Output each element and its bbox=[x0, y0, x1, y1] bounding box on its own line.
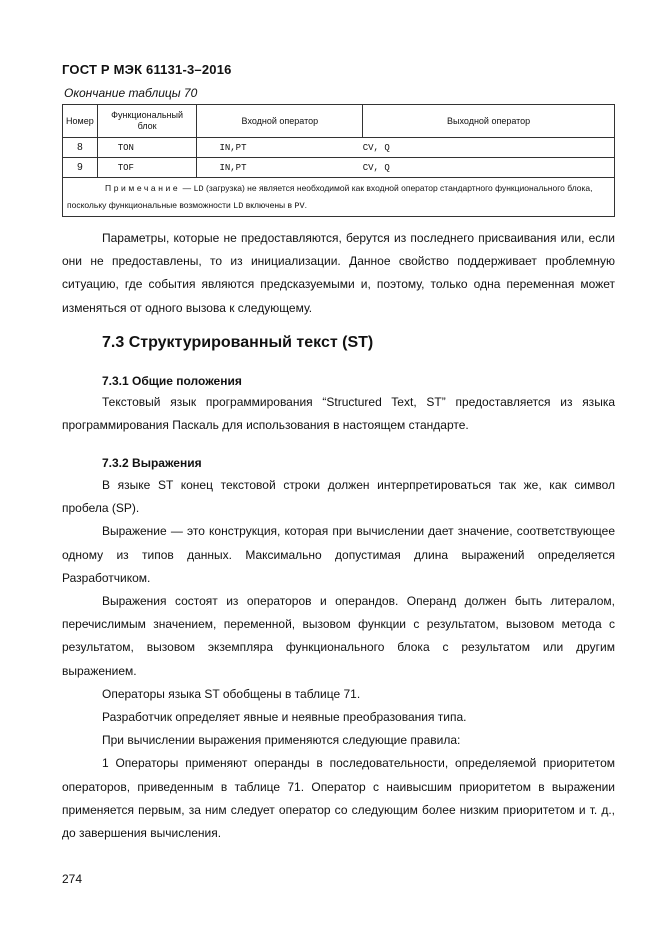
note-text: . bbox=[304, 200, 307, 210]
body-text-block bbox=[62, 474, 615, 845]
note-text: (загрузка) не является необходимой как входной оператор стандартного функционального блока, поскольку функциональные возможности bbox=[67, 183, 593, 210]
paragraph: Разработчик определяет явные и неявные преобразования типа. bbox=[102, 710, 467, 725]
paragraph: 1 Операторы применяют операнды в последовательности, определяемой приоритетом операторов, приведенным в таблице 71. Оператор с наивысшим приоритетом в выражении применяется первым, за ним следует оператор со следующим более низким приоритетом и т. д., до завершения вычисления. bbox=[62, 756, 615, 841]
note-code-ld: LD bbox=[193, 184, 204, 194]
note-text: включены в bbox=[243, 200, 295, 210]
column-header-function-block: Функциональный блок bbox=[97, 105, 197, 138]
page-number: 274 bbox=[62, 872, 83, 886]
paragraph: При вычислении выражения применяются следующие правила: bbox=[102, 733, 461, 748]
note-code-ld: LD bbox=[233, 201, 244, 211]
output-operator-cell: CV, Q bbox=[363, 158, 615, 178]
note-label: Примечание bbox=[105, 183, 181, 193]
section-heading: 7.3 Структурированный текст (ST) bbox=[102, 334, 374, 351]
table-note bbox=[63, 178, 615, 217]
subsection-heading-general: 7.3.1 Общие положения bbox=[102, 374, 242, 388]
paragraph: Параметры, которые не предоставляются, берутся из последнего присваивания или, если они не предоставлены, то из инициализации. Данное свойство поддерживает проблемную ситуацию, где события являются предсказуемыми и, поэтому, только одна переменная может изменяться от одного вызова к следующему. bbox=[62, 231, 615, 315]
function-block-operators-table bbox=[62, 104, 615, 217]
paragraph: Выражения состоят из операторов и операндов. Операнд должен быть литералом, перечислимым значением, переменной, вызовом функции с результатом, вызовом метода с результатом, вызовом экземпляра функционального блока с результатом или другим выражением. bbox=[62, 594, 615, 678]
paragraph: Операторы языка ST обобщены в таблице 71. bbox=[102, 686, 361, 701]
column-header-output-operator: Выходной оператор bbox=[363, 105, 615, 138]
table-note-row bbox=[63, 178, 615, 217]
input-operator-cell: IN,PT bbox=[197, 158, 363, 178]
input-operator-cell: IN,PT bbox=[197, 138, 363, 158]
paragraph: Выражение — это конструкция, которая при вычислении дает значение, соответствующее одному из типов данных. Максимально допустимая длина выражений определяется Разработчиком. bbox=[62, 524, 615, 585]
row-number-cell: 8 bbox=[63, 138, 98, 158]
body-text-block bbox=[62, 391, 615, 437]
table-row bbox=[63, 158, 615, 178]
column-header-number: Номер bbox=[63, 105, 98, 138]
note-text: — bbox=[180, 183, 194, 193]
note-code-pv: PV bbox=[294, 201, 305, 211]
table-row bbox=[63, 138, 615, 158]
function-block-cell: TOF bbox=[97, 158, 197, 178]
body-text-block bbox=[62, 227, 615, 320]
paragraph: Текстовый язык программирования “Structured Text, ST” предоставляется из языка программирования Паскаль для использования в настоящем стандарте. bbox=[62, 395, 615, 433]
function-block-cell: TON bbox=[97, 138, 197, 158]
column-header-input-operator: Входной оператор bbox=[197, 105, 363, 138]
document-header-title: ГОСТ Р МЭК 61131-3–2016 bbox=[62, 62, 232, 77]
row-number-cell: 9 bbox=[63, 158, 98, 178]
table-caption: Окончание таблицы 70 bbox=[64, 86, 198, 100]
subsection-heading-expressions: 7.3.2 Выражения bbox=[102, 456, 202, 470]
paragraph: В языке ST конец текстовой строки должен интерпретироваться так же, как символ пробела (SP). bbox=[62, 478, 615, 516]
output-operator-cell: CV, Q bbox=[363, 138, 615, 158]
table-header-row bbox=[63, 105, 615, 138]
